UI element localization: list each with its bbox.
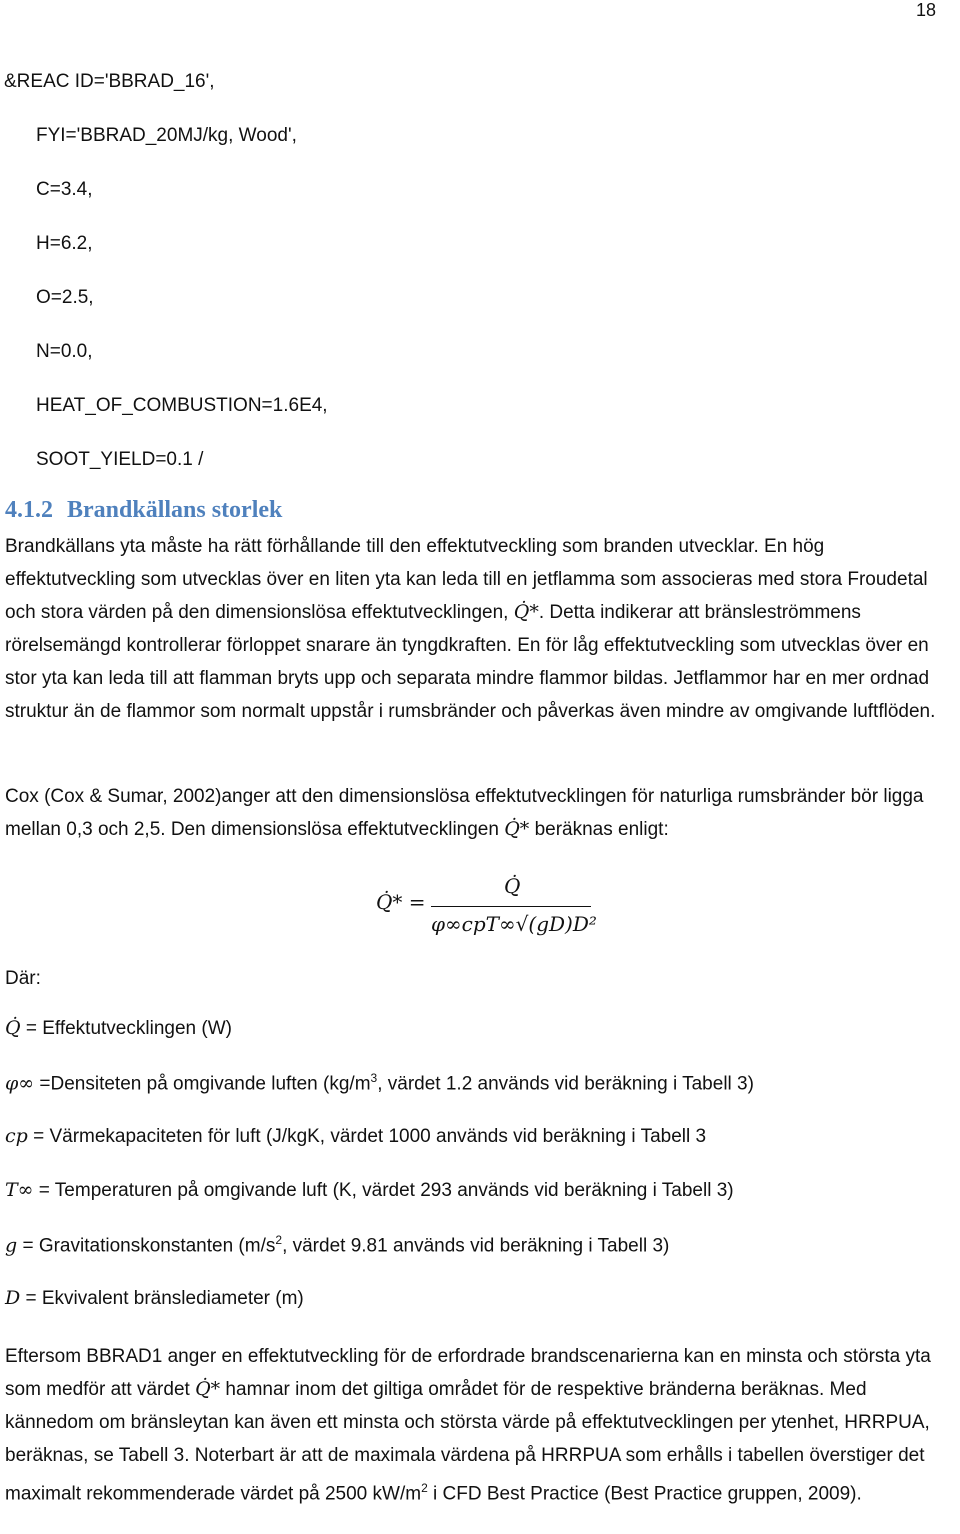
superscript: 2 bbox=[421, 1481, 428, 1495]
def-symbol: T∞ bbox=[5, 1179, 34, 1201]
definition-row bbox=[5, 1233, 669, 1257]
code-line: FYI='BBRAD_20MJ/kg, Wood', bbox=[36, 125, 297, 146]
paragraph-text: i CFD Best Practice (Best Practice gruppen, 2009). bbox=[427, 1483, 862, 1505]
paragraph-text: beräknas enligt: bbox=[529, 819, 669, 840]
fraction-bar bbox=[431, 906, 591, 907]
paragraph-text: hamnar inom det giltiga området för de respektive bränderna beräknas. Med kännedom om bränsleytan kan även ett minsta och största värde på effektutvecklingen per ytenhet, HRRPUA, beräknas, se Tabell 3. Noterbart är att de maximala värdena på HRRPUA som erhålls i tabellen överstiger det maximalt rekommenderade värdet på 2500 kW/m bbox=[5, 1379, 930, 1505]
q-star-symbol: Q̇* bbox=[504, 818, 530, 840]
def-text: = Effektutvecklingen (W) bbox=[20, 1018, 232, 1039]
section-heading bbox=[5, 497, 282, 524]
page-number: 18 bbox=[915, 0, 936, 20]
dar-label: Där: bbox=[5, 968, 41, 989]
formula-numerator: Q̇ bbox=[504, 874, 521, 898]
def-text: = Ekvivalent bränslediameter (m) bbox=[20, 1288, 304, 1309]
def-sup: 3 bbox=[370, 1071, 378, 1085]
section-title: Brandkällans storlek bbox=[67, 497, 283, 523]
definition-row bbox=[5, 1071, 754, 1095]
formula bbox=[376, 870, 606, 950]
code-block bbox=[0, 62, 328, 494]
def-symbol: Q̇ bbox=[5, 1017, 21, 1039]
q-star-symbol: Q̇* bbox=[513, 601, 539, 623]
paragraph-text: Brandkällans yta måste ha rätt förhållande till den effektutveckling som branden utvecklar. En hög effektutveckling som utvecklas över en liten yta kan leda till en jetflamma som associeras med stora Froudetal och stora värden på den dimensionslösa effektutvecklingen, bbox=[5, 536, 928, 623]
def-text: = Temperaturen på omgivande luft (K, värdet 293 används vid beräkning i Tabell 3) bbox=[33, 1180, 734, 1201]
def-symbol: cp bbox=[5, 1125, 28, 1147]
def-text: =Densiteten på omgivande luften (kg/m bbox=[34, 1073, 371, 1095]
code-line: SOOT_YIELD=0.1 / bbox=[36, 449, 204, 470]
def-symbol: D bbox=[5, 1287, 21, 1309]
code-line: &REAC ID='BBRAD_16', bbox=[4, 71, 215, 92]
q-star-symbol: Q̇* bbox=[195, 1378, 221, 1400]
def-text: = Gravitationskonstanten (m/s bbox=[17, 1235, 276, 1257]
def-symbol: φ∞ bbox=[5, 1072, 35, 1095]
code-line: C=3.4, bbox=[36, 179, 93, 200]
def-text: = Värmekapaciteten för luft (J/kgK, värdet 1000 används vid beräkning i Tabell 3 bbox=[27, 1126, 707, 1147]
def-symbol: g bbox=[5, 1234, 18, 1257]
code-line: N=0.0, bbox=[36, 341, 93, 362]
definition-row bbox=[5, 1017, 232, 1040]
definition-row bbox=[5, 1179, 734, 1202]
definition-row bbox=[5, 1125, 706, 1148]
section-number: 4.1.2 bbox=[5, 497, 53, 523]
def-sup: 2 bbox=[275, 1233, 283, 1247]
paragraph-text: . Detta indikerar att bränsleströmmens rörelsemängd kontrollerar förloppet snarare än tyngdkraften. En för låg effektutveckling som utvecklas över en stor yta kan leda till att flamman bryts upp och separata mindre flammor bildas. Jetflammor har en mer ordnad struktur än de flammor som normalt uppstår i rumsbränder och påverkas även mindre av omgivande luftflöden. bbox=[5, 602, 936, 722]
code-line: HEAT_OF_COMBUSTION=1.6E4, bbox=[36, 395, 328, 416]
paragraph-text: Cox (Cox & Sumar, 2002)anger att den dimensionslösa effektutvecklingen för naturliga rumsbränder bör ligga mellan 0,3 och 2,5. Den dimensionslösa effektutvecklingen bbox=[5, 786, 924, 840]
code-line: H=6.2, bbox=[36, 233, 93, 254]
code-line: O=2.5, bbox=[36, 287, 94, 308]
paragraph-cox bbox=[5, 780, 957, 846]
formula-lhs: Q̇* = bbox=[376, 890, 426, 914]
def-text: , värdet 9.81 används vid beräkning i Tabell 3) bbox=[282, 1235, 670, 1257]
paragraph-intro bbox=[5, 530, 957, 728]
paragraph-text: Eftersom BBRAD1 anger en effektutveckling för de erfordrade brandscenarierna kan en minsta och största yta som medför att värdet bbox=[5, 1346, 931, 1400]
definition-row bbox=[5, 1287, 304, 1310]
paragraph-bbrad bbox=[5, 1340, 957, 1510]
def-text: , värdet 1.2 används vid beräkning i Tabell 3) bbox=[377, 1073, 754, 1095]
formula-denominator: φ∞cpT∞√(gD)D² bbox=[431, 912, 597, 936]
